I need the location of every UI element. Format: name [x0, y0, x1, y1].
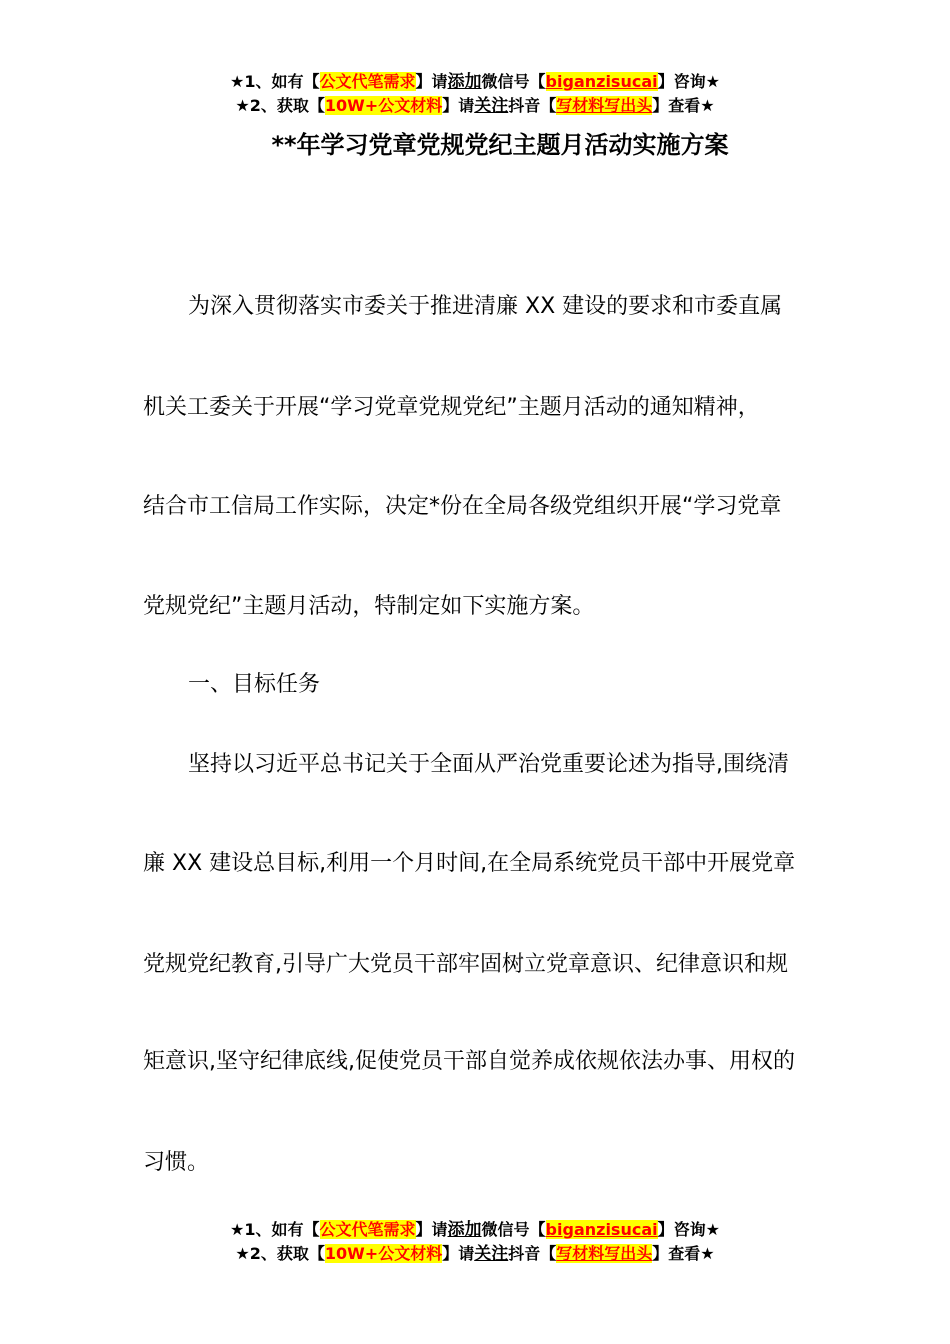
body-line: 矩意识,坚守纪律底线,促使党员干部自觉养成依规依法办事、用权的 — [143, 1049, 795, 1074]
promo-highlight: 10W+公文材料 — [324, 96, 443, 115]
promo-line-1: ★1、如有【公文代笔需求】请添加微信号【biganzisucai】咨询★ — [230, 72, 720, 92]
promo-highlight: 10W+公文材料 — [324, 1244, 443, 1263]
promo-emphasis: 关注 — [474, 96, 509, 116]
promo-line-2: ★2、获取【10W+公文材料】请关注抖音【写材料写出头】查看★ — [235, 1244, 715, 1264]
promo-highlight: 公文代笔需求 — [319, 1220, 416, 1239]
body-line: 机关工委关于开展“学习党章党规党纪”主题月活动的通知精神， — [143, 395, 760, 420]
body-line: 廉 XX 建设总目标,利用一个月时间,在全局系统党员干部中开展党章 — [143, 851, 796, 876]
body-line: 结合市工信局工作实际，决定*份在全局各级党组织开展“学习党章 — [143, 494, 782, 519]
promo-emphasis: 添加 — [447, 72, 482, 92]
promo-douyin-id: 写材料写出头 — [556, 96, 653, 115]
promo-highlight: 公文代笔需求 — [319, 72, 416, 91]
body-line: 习惯。 — [143, 1150, 210, 1175]
promo-emphasis: 添加 — [447, 1220, 482, 1240]
promo-douyin-id: 写材料写出头 — [556, 1244, 653, 1263]
promo-line-2: ★2、获取【10W+公文材料】请关注抖音【写材料写出头】查看★ — [235, 96, 715, 116]
body-line: 坚持以习近平总书记关于全面从严治党重要论述为指导,围绕清 — [188, 752, 789, 777]
body-line: 党规党纪教育,引导广大党员干部牢固树立党章意识、纪律意识和规 — [143, 952, 788, 977]
body-line: 党规党纪”主题月活动，特制定如下实施方案。 — [143, 594, 595, 619]
promo-wechat-id: biganzisucai — [545, 1220, 658, 1239]
promo-banner-top — [0, 70, 950, 118]
promo-banner-bottom — [0, 1218, 950, 1266]
promo-wechat-id: biganzisucai — [545, 72, 658, 91]
body-line: 为深入贯彻落实市委关于推进清廉 XX 建设的要求和市委直属 — [188, 294, 783, 319]
promo-emphasis: 关注 — [474, 1244, 509, 1264]
section-heading: 一、目标任务 — [188, 672, 321, 697]
document-title: **年学习党章党规党纪主题月活动实施方案 — [271, 131, 729, 159]
promo-line-1: ★1、如有【公文代笔需求】请添加微信号【biganzisucai】咨询★ — [230, 1220, 720, 1240]
